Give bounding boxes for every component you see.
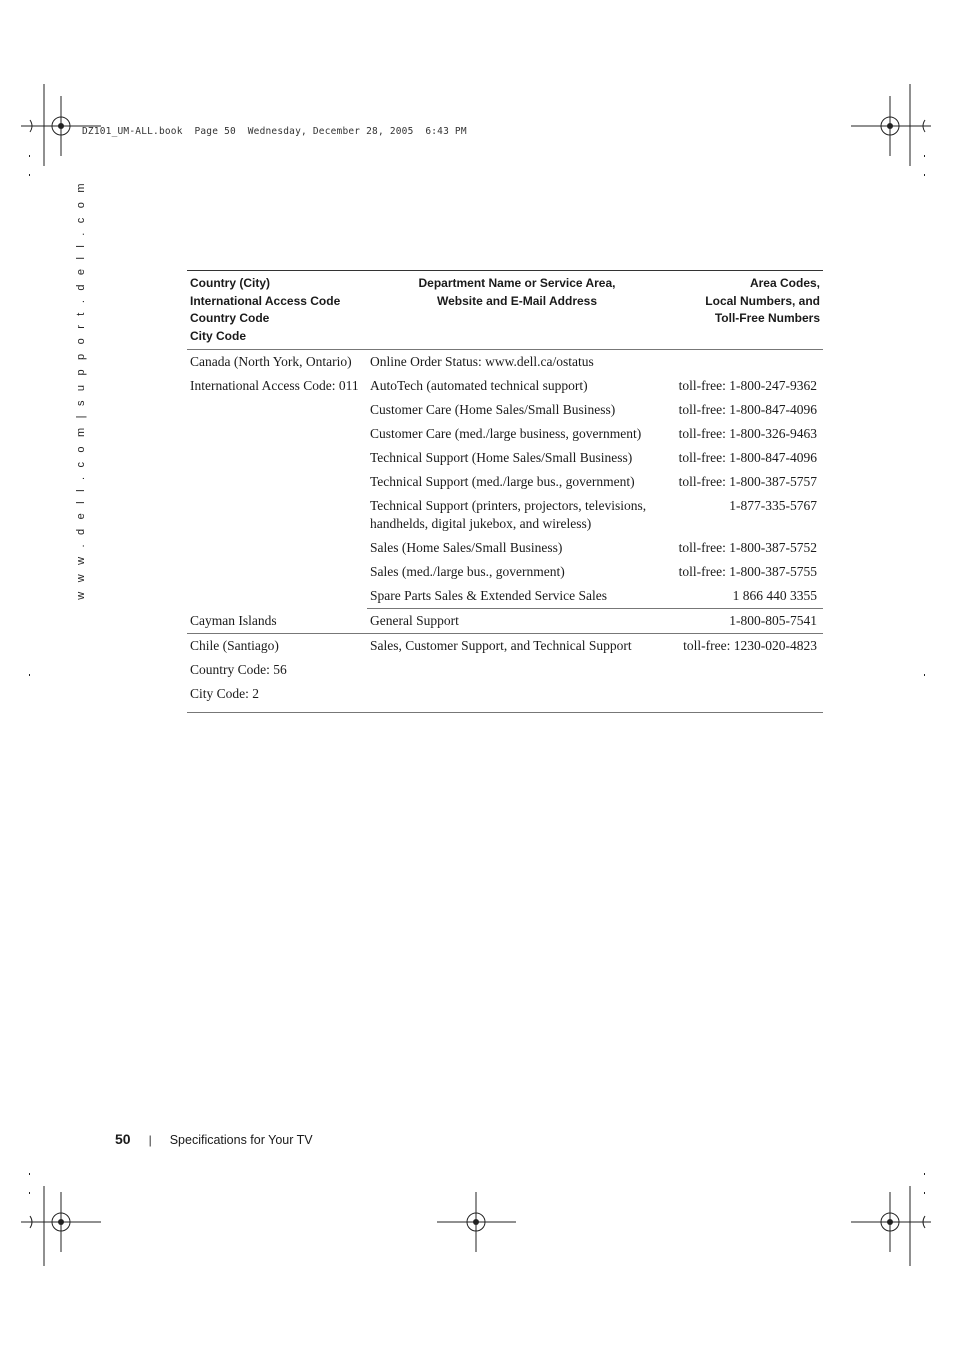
number-cell: toll-free: 1-800-326-9463: [678, 426, 817, 441]
country-cell: [187, 350, 367, 609]
header-line: Website and E-Mail Address: [436, 293, 598, 308]
country-cell: [187, 634, 367, 713]
header-line: Country (City): [190, 276, 270, 290]
number-cell: 1-877-335-5767: [729, 498, 817, 513]
header-line: Local Numbers, and: [705, 293, 820, 308]
number-cell: 1 866 440 3355: [667, 584, 823, 609]
header-line: Country Code: [190, 311, 270, 325]
number-cell: toll-free: 1-800-387-5757: [678, 474, 817, 489]
header-line: Toll-Free Numbers: [714, 311, 820, 325]
number-cell: toll-free: 1230-020-4823: [667, 634, 823, 713]
header-line: Department Name or Service Area,: [418, 276, 616, 290]
table-row: [187, 350, 823, 375]
department-cell: Sales (med./large bus., government): [370, 564, 565, 579]
table-header-row: [187, 271, 823, 350]
department-cell: Sales, Customer Support, and Technical Support: [367, 634, 667, 713]
department-cell: Technical Support (med./large bus., government): [370, 474, 635, 489]
header-numbers: [667, 271, 823, 350]
header-country: [187, 271, 367, 350]
header-line: Area Codes,: [749, 276, 820, 290]
table-row: [187, 609, 823, 634]
department-cell: Online Order Status: www.dell.ca/ostatus: [370, 354, 594, 369]
country-group-chile: [187, 634, 823, 713]
chapter-title: Specifications for Your TV: [169, 1133, 313, 1147]
department-cell: AutoTech (automated technical support): [370, 378, 588, 393]
footer-separator: |: [148, 1133, 152, 1147]
header-line: City Code: [190, 328, 247, 343]
department-cell: Customer Care (med./large business, government): [370, 426, 642, 441]
country-group-canada: [187, 350, 823, 609]
number-cell: toll-free: 1-800-247-9362: [678, 378, 817, 393]
print-slug: DZ101_UM-ALL.book Page 50 Wednesday, December 28, 2005 6:43 PM: [82, 126, 467, 137]
side-url: w w w . d e l l . c o m | s u p p o r t . d e l l . c o m: [75, 180, 87, 600]
country-detail: International Access Code: 011: [190, 378, 359, 393]
country-name: Canada (North York, Ontario): [190, 354, 352, 369]
page-footer: [115, 1131, 313, 1147]
country-detail: City Code: 2: [190, 686, 260, 701]
country-name: Cayman Islands: [190, 612, 277, 628]
country-cell: [187, 609, 367, 634]
country-detail: Country Code: 56: [190, 662, 287, 677]
number-cell: toll-free: 1-800-387-5752: [678, 540, 817, 555]
department-cell: Technical Support (Home Sales/Small Business): [370, 450, 633, 465]
support-contacts-table: [187, 270, 823, 713]
number-cell: 1-800-805-7541: [667, 609, 823, 634]
support-contacts-table-wrap: [187, 270, 823, 713]
header-department: [367, 271, 667, 350]
department-cell: General Support: [367, 609, 667, 634]
department-cell: Technical Support (printers, projectors, televisions, handhelds, digital jukebox, and wireless): [370, 498, 647, 531]
number-cell: toll-free: 1-800-847-4096: [678, 450, 817, 465]
number-cell: toll-free: 1-800-847-4096: [678, 402, 817, 417]
country-group-cayman-islands: [187, 609, 823, 634]
number-cell: [667, 350, 823, 375]
department-cell: Spare Parts Sales & Extended Service Sales: [367, 584, 667, 609]
number-cell: toll-free: 1-800-387-5755: [678, 564, 817, 579]
page-number: 50: [115, 1131, 131, 1147]
country-name: Chile (Santiago): [190, 638, 279, 653]
table-row: [187, 634, 823, 713]
header-line: International Access Code: [190, 293, 341, 308]
department-cell: Sales (Home Sales/Small Business): [370, 540, 563, 555]
department-cell: Customer Care (Home Sales/Small Business): [370, 402, 616, 417]
